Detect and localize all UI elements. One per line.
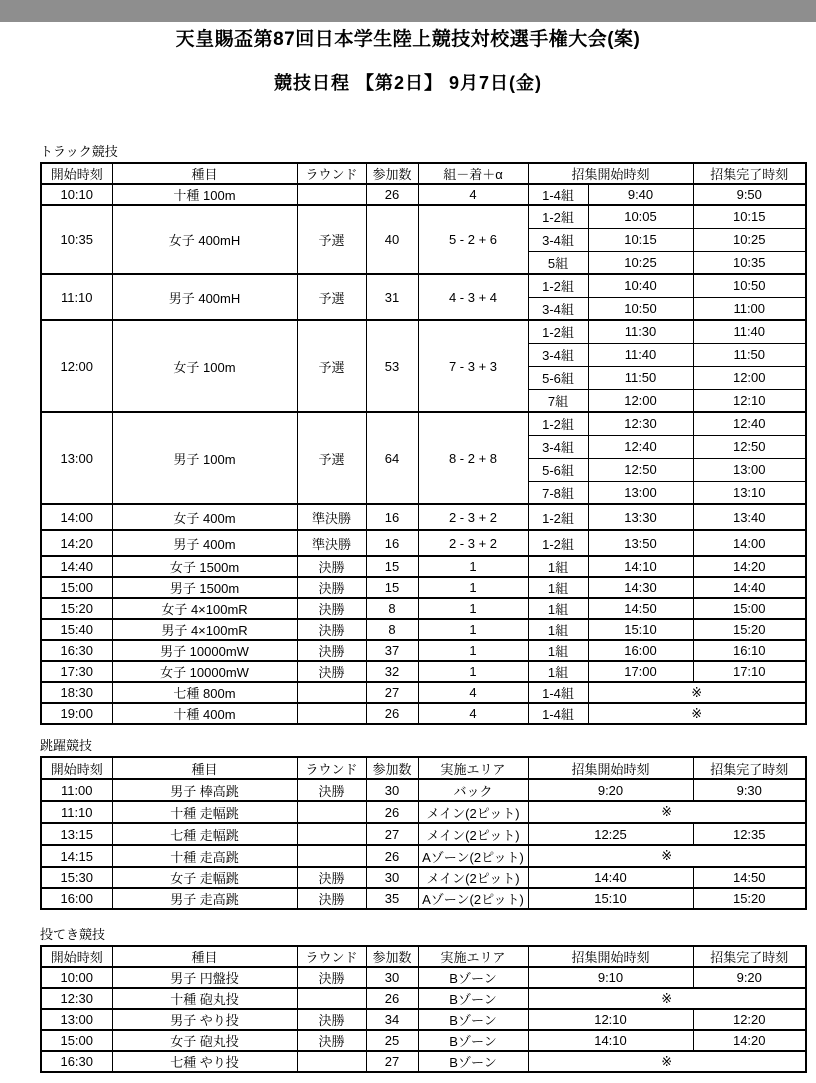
round <box>297 1051 366 1072</box>
group: 1組 <box>528 661 588 682</box>
col-header-call-end: 招集完了時刻 <box>693 757 806 779</box>
group: 1組 <box>528 577 588 598</box>
start-time: 12:30 <box>41 988 112 1009</box>
entry-count: 26 <box>366 845 418 867</box>
entry-count: 16 <box>366 530 418 556</box>
round: 決勝 <box>297 967 366 988</box>
jumping-events-table <box>40 756 807 910</box>
call-note: ※ <box>528 845 806 867</box>
start-time: 16:30 <box>41 640 112 661</box>
call-start: 12:25 <box>528 823 693 845</box>
area: Aゾーン(2ピット) <box>418 845 528 867</box>
group: 1-2組 <box>528 412 588 435</box>
event-name: 七種 やり投 <box>112 1051 297 1072</box>
call-end: 13:40 <box>693 504 806 530</box>
group: 1-4組 <box>528 703 588 724</box>
call-end: 14:50 <box>693 867 806 888</box>
start-time: 15:20 <box>41 598 112 619</box>
col-header-call-start: 招集開始時刻 <box>528 757 693 779</box>
call-start: 13:00 <box>588 481 693 504</box>
entry-count: 16 <box>366 504 418 530</box>
call-end: 12:10 <box>693 389 806 412</box>
call-end: 10:15 <box>693 205 806 228</box>
entry-count: 32 <box>366 661 418 682</box>
area: メイン(2ピット) <box>418 867 528 888</box>
call-end: 14:00 <box>693 530 806 556</box>
col-header-area: 実施エリア <box>418 946 528 967</box>
round <box>297 801 366 823</box>
call-note: ※ <box>528 801 806 823</box>
start-time: 18:30 <box>41 682 112 703</box>
call-note: ※ <box>528 988 806 1009</box>
event-name: 女子 100m <box>112 320 297 412</box>
group: 1組 <box>528 556 588 577</box>
area: Bゾーン <box>418 967 528 988</box>
group: 1-2組 <box>528 320 588 343</box>
schedule-subtitle: 競技日程 【第2日】 9月7日(金) <box>273 73 543 93</box>
event-name: 十種 走高跳 <box>112 845 297 867</box>
entry-count: 26 <box>366 703 418 724</box>
event-name: 七種 800m <box>112 682 297 703</box>
call-end: 10:50 <box>693 274 806 297</box>
col-header-call-start: 招集開始時刻 <box>528 946 693 967</box>
start-time: 16:30 <box>41 1051 112 1072</box>
group: 1-2組 <box>528 504 588 530</box>
qual-rule: 7 - 3 + 3 <box>418 320 528 412</box>
start-time: 19:00 <box>41 703 112 724</box>
round: 準決勝 <box>297 530 366 556</box>
call-end: 11:00 <box>693 297 806 320</box>
call-end: 9:20 <box>693 967 806 988</box>
area: バック <box>418 779 528 801</box>
round: 決勝 <box>297 661 366 682</box>
entry-count: 37 <box>366 640 418 661</box>
call-end: 16:10 <box>693 640 806 661</box>
event-name: 男子 円盤投 <box>112 967 297 988</box>
entry-count: 34 <box>366 1009 418 1030</box>
event-name: 七種 走幅跳 <box>112 823 297 845</box>
start-time: 17:30 <box>41 661 112 682</box>
call-start: 10:50 <box>588 297 693 320</box>
col-header-event: 種目 <box>112 946 297 967</box>
round: 決勝 <box>297 640 366 661</box>
call-end: 9:30 <box>693 779 806 801</box>
entry-count: 8 <box>366 598 418 619</box>
col-header-start-time: 開始時刻 <box>41 946 112 967</box>
qual-rule: 4 <box>418 682 528 703</box>
call-end: 15:00 <box>693 598 806 619</box>
col-header-area: 実施エリア <box>418 757 528 779</box>
round <box>297 703 366 724</box>
start-time: 12:00 <box>41 320 112 412</box>
area: Bゾーン <box>418 1030 528 1051</box>
round <box>297 682 366 703</box>
call-start: 10:05 <box>588 205 693 228</box>
event-name: 男子 400mH <box>112 274 297 320</box>
event-name: 男子 棒高跳 <box>112 779 297 801</box>
event-name: 男子 10000mW <box>112 640 297 661</box>
round: 決勝 <box>297 556 366 577</box>
round: 予選 <box>297 205 366 274</box>
qual-rule: 4 <box>418 703 528 724</box>
call-start: 11:40 <box>588 343 693 366</box>
start-time: 13:00 <box>41 1009 112 1030</box>
call-end: 14:20 <box>693 1030 806 1051</box>
entry-count: 30 <box>366 779 418 801</box>
area: Bゾーン <box>418 1009 528 1030</box>
call-start: 10:25 <box>588 251 693 274</box>
area: メイン(2ピット) <box>418 823 528 845</box>
col-header-round: ラウンド <box>297 946 366 967</box>
section-label-throw: 投てき競技 <box>40 927 106 942</box>
round: 決勝 <box>297 619 366 640</box>
qual-rule: 1 <box>418 598 528 619</box>
entry-count: 27 <box>366 823 418 845</box>
call-start: 13:50 <box>588 530 693 556</box>
col-header-event: 種目 <box>112 757 297 779</box>
round: 予選 <box>297 412 366 504</box>
event-name: 男子 4×100mR <box>112 619 297 640</box>
call-start: 12:00 <box>588 389 693 412</box>
call-end: 12:20 <box>693 1009 806 1030</box>
round: 決勝 <box>297 888 366 909</box>
call-start: 12:40 <box>588 435 693 458</box>
start-time: 11:00 <box>41 779 112 801</box>
call-end: 15:20 <box>693 619 806 640</box>
round: 予選 <box>297 274 366 320</box>
call-end: 12:50 <box>693 435 806 458</box>
event-name: 女子 走幅跳 <box>112 867 297 888</box>
call-end: 13:10 <box>693 481 806 504</box>
event-name: 十種 走幅跳 <box>112 801 297 823</box>
call-start: 12:30 <box>588 412 693 435</box>
col-header-call-end: 招集完了時刻 <box>693 946 806 967</box>
entry-count: 35 <box>366 888 418 909</box>
area: Bゾーン <box>418 1051 528 1072</box>
section-label-track: トラック競技 <box>40 144 118 159</box>
section-label-jump: 跳躍競技 <box>40 738 93 753</box>
qual-rule: 5 - 2 + 6 <box>418 205 528 274</box>
col-header-round: ラウンド <box>297 163 366 184</box>
group: 1-2組 <box>528 205 588 228</box>
qual-rule: 1 <box>418 661 528 682</box>
round <box>297 988 366 1009</box>
col-header-call-end: 招集完了時刻 <box>693 163 806 184</box>
qual-rule: 1 <box>418 577 528 598</box>
group: 3-4組 <box>528 297 588 320</box>
start-time: 15:00 <box>41 1030 112 1051</box>
event-name: 女子 10000mW <box>112 661 297 682</box>
start-time: 11:10 <box>41 801 112 823</box>
start-time: 15:40 <box>41 619 112 640</box>
call-start: 12:50 <box>588 458 693 481</box>
call-end: 11:40 <box>693 320 806 343</box>
call-start: 14:10 <box>588 556 693 577</box>
group: 7組 <box>528 389 588 412</box>
call-start: 9:10 <box>528 967 693 988</box>
entry-count: 53 <box>366 320 418 412</box>
qual-rule: 2 - 3 + 2 <box>418 530 528 556</box>
round: 決勝 <box>297 598 366 619</box>
start-time: 10:10 <box>41 184 112 205</box>
start-time: 14:15 <box>41 845 112 867</box>
qual-rule: 4 - 3 + 4 <box>418 274 528 320</box>
call-start: 14:50 <box>588 598 693 619</box>
group: 5組 <box>528 251 588 274</box>
col-header-entries: 参加数 <box>366 163 418 184</box>
entry-count: 15 <box>366 556 418 577</box>
event-name: 男子 400m <box>112 530 297 556</box>
start-time: 11:10 <box>41 274 112 320</box>
track-events-table <box>40 162 807 725</box>
call-start: 10:40 <box>588 274 693 297</box>
call-note: ※ <box>528 1051 806 1072</box>
group: 1-4組 <box>528 682 588 703</box>
col-header-round: ラウンド <box>297 757 366 779</box>
round <box>297 845 366 867</box>
event-name: 十種 砲丸投 <box>112 988 297 1009</box>
call-end: 14:40 <box>693 577 806 598</box>
group: 5-6組 <box>528 458 588 481</box>
call-start: 14:40 <box>528 867 693 888</box>
call-start: 12:10 <box>528 1009 693 1030</box>
group: 1組 <box>528 619 588 640</box>
entry-count: 26 <box>366 801 418 823</box>
event-name: 女子 400m <box>112 504 297 530</box>
round: 決勝 <box>297 1009 366 1030</box>
start-time: 14:00 <box>41 504 112 530</box>
entry-count: 27 <box>366 682 418 703</box>
round: 決勝 <box>297 867 366 888</box>
call-start: 11:50 <box>588 366 693 389</box>
call-end: 10:25 <box>693 228 806 251</box>
event-name: 十種 400m <box>112 703 297 724</box>
call-start: 9:40 <box>588 184 693 205</box>
event-name: 女子 1500m <box>112 556 297 577</box>
call-end: 17:10 <box>693 661 806 682</box>
call-end: 12:40 <box>693 412 806 435</box>
entry-count: 31 <box>366 274 418 320</box>
entry-count: 15 <box>366 577 418 598</box>
group: 5-6組 <box>528 366 588 389</box>
col-header-start-time: 開始時刻 <box>41 163 112 184</box>
entry-count: 8 <box>366 619 418 640</box>
call-start: 15:10 <box>528 888 693 909</box>
qual-rule: 8 - 2 + 8 <box>418 412 528 504</box>
entry-count: 25 <box>366 1030 418 1051</box>
event-name: 男子 走高跳 <box>112 888 297 909</box>
round: 予選 <box>297 320 366 412</box>
event-name: 十種 100m <box>112 184 297 205</box>
event-name: 女子 4×100mR <box>112 598 297 619</box>
round: 決勝 <box>297 1030 366 1051</box>
call-end: 14:20 <box>693 556 806 577</box>
top-gray-bar <box>0 0 816 22</box>
area: Bゾーン <box>418 988 528 1009</box>
group: 1-4組 <box>528 184 588 205</box>
col-header-start-time: 開始時刻 <box>41 757 112 779</box>
col-header-entries: 参加数 <box>366 757 418 779</box>
call-start: 14:30 <box>588 577 693 598</box>
event-name: 男子 100m <box>112 412 297 504</box>
event-name: 男子 1500m <box>112 577 297 598</box>
group: 1組 <box>528 640 588 661</box>
call-note: ※ <box>588 703 806 724</box>
entry-count: 30 <box>366 967 418 988</box>
group: 3-4組 <box>528 228 588 251</box>
call-end: 12:00 <box>693 366 806 389</box>
col-header-call-start: 招集開始時刻 <box>528 163 693 184</box>
call-start: 17:00 <box>588 661 693 682</box>
call-start: 10:15 <box>588 228 693 251</box>
start-time: 13:15 <box>41 823 112 845</box>
event-name: 女子 砲丸投 <box>112 1030 297 1051</box>
qual-rule: 1 <box>418 640 528 661</box>
event-name: 男子 やり投 <box>112 1009 297 1030</box>
group: 3-4組 <box>528 343 588 366</box>
call-start: 9:20 <box>528 779 693 801</box>
start-time: 14:20 <box>41 530 112 556</box>
entry-count: 40 <box>366 205 418 274</box>
call-start: 16:00 <box>588 640 693 661</box>
document-title: 天皇賜盃第87回日本学生陸上競技対校選手権大会(案) <box>175 29 641 50</box>
event-name: 女子 400mH <box>112 205 297 274</box>
start-time: 16:00 <box>41 888 112 909</box>
start-time: 14:40 <box>41 556 112 577</box>
throwing-events-table <box>40 945 807 1073</box>
col-header-entries: 参加数 <box>366 946 418 967</box>
entry-count: 27 <box>366 1051 418 1072</box>
group: 1-2組 <box>528 530 588 556</box>
call-start: 13:30 <box>588 504 693 530</box>
round: 準決勝 <box>297 504 366 530</box>
round: 決勝 <box>297 577 366 598</box>
call-note: ※ <box>588 682 806 703</box>
col-header-event: 種目 <box>112 163 297 184</box>
start-time: 10:35 <box>41 205 112 274</box>
start-time: 15:00 <box>41 577 112 598</box>
entry-count: 64 <box>366 412 418 504</box>
round <box>297 184 366 205</box>
qual-rule: 1 <box>418 619 528 640</box>
round: 決勝 <box>297 779 366 801</box>
group: 7-8組 <box>528 481 588 504</box>
start-time: 10:00 <box>41 967 112 988</box>
call-end: 13:00 <box>693 458 806 481</box>
call-end: 10:35 <box>693 251 806 274</box>
group: 3-4組 <box>528 435 588 458</box>
group: 1-2組 <box>528 274 588 297</box>
call-start: 15:10 <box>588 619 693 640</box>
call-end: 9:50 <box>693 184 806 205</box>
qual-rule: 1 <box>418 556 528 577</box>
round <box>297 823 366 845</box>
qual-rule: 4 <box>418 184 528 205</box>
qual-rule: 2 - 3 + 2 <box>418 504 528 530</box>
group: 1組 <box>528 598 588 619</box>
call-end: 12:35 <box>693 823 806 845</box>
area: Aゾーン(2ピット) <box>418 888 528 909</box>
start-time: 13:00 <box>41 412 112 504</box>
call-end: 15:20 <box>693 888 806 909</box>
area: メイン(2ピット) <box>418 801 528 823</box>
call-end: 11:50 <box>693 343 806 366</box>
call-start: 11:30 <box>588 320 693 343</box>
col-header-qualification: 組－着＋α <box>418 163 528 184</box>
entry-count: 30 <box>366 867 418 888</box>
entry-count: 26 <box>366 988 418 1009</box>
call-start: 14:10 <box>528 1030 693 1051</box>
start-time: 15:30 <box>41 867 112 888</box>
entry-count: 26 <box>366 184 418 205</box>
